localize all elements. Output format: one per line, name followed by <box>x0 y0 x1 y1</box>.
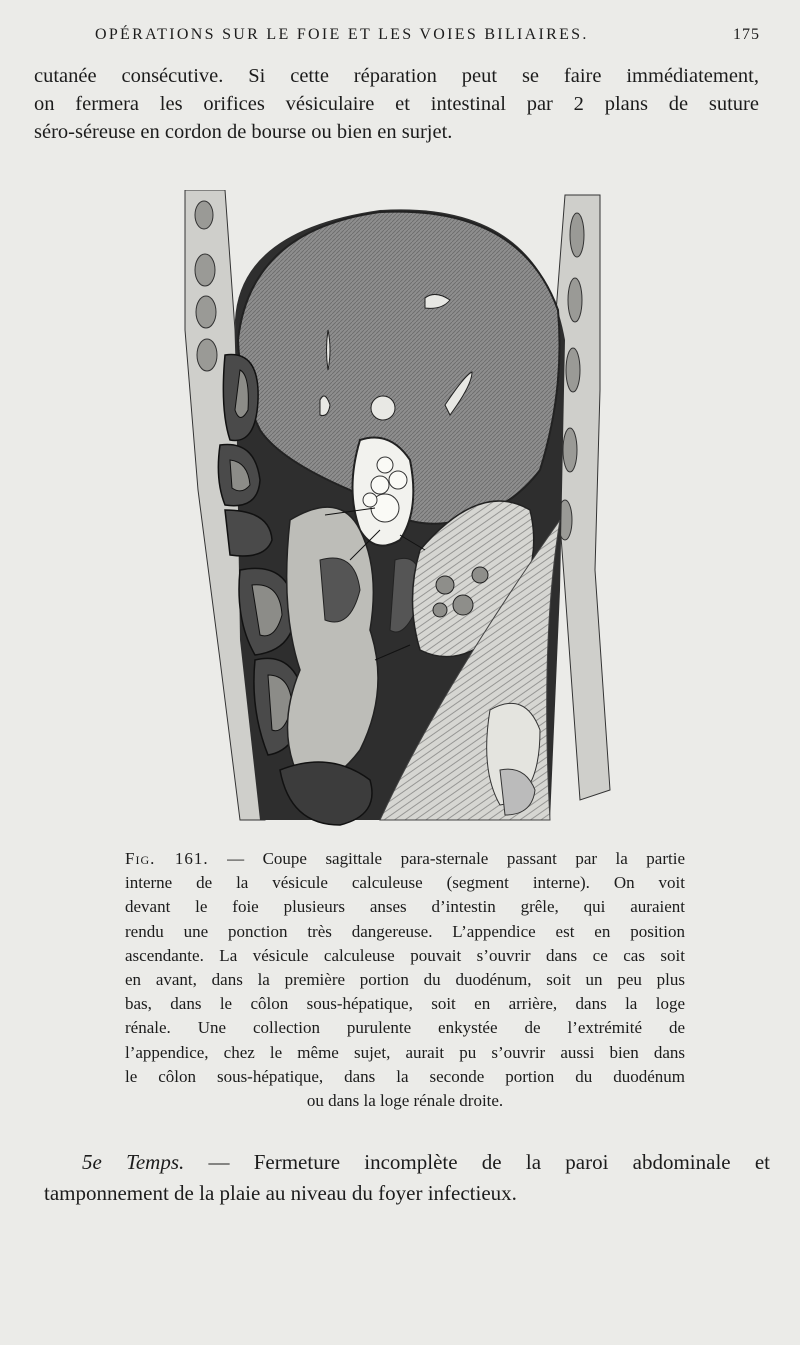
caption-line: rendu une ponction très dangereuse. L’appendice est en position <box>125 921 685 941</box>
running-head: OPÉRATIONS SUR LE FOIE ET LES VOIES BILIAIRES. <box>95 26 589 43</box>
figure-label: Fig. 161. <box>125 849 209 868</box>
top-paragraph <box>34 62 759 146</box>
sagittal-section-illustration <box>180 190 640 830</box>
caption-line: l’appendice, chez le même sujet, aurait pu s’ouvrir aussi bien dans <box>125 1042 685 1062</box>
paragraph-line: cutanée consécutive. Si cette réparation peut se faire immédiatement, <box>34 65 759 87</box>
paragraph-line: séro-séreuse en cordon de bourse ou bien en surjet. <box>34 121 453 143</box>
caption-line: en avant, dans la première portion du duodénum, soit un peu plus <box>125 970 685 990</box>
caption-line: ou dans la loge rénale droite. <box>306 1091 504 1111</box>
anatomical-figure <box>180 190 640 830</box>
section-body-line: tamponnement de la plaie au niveau du foyer infectieux. <box>44 1181 517 1205</box>
step-title: Temps. <box>126 1150 185 1174</box>
caption-line: le côlon sous-hépatique, dans la seconde portion du duodénum <box>125 1066 685 1086</box>
caption-line: Fig. 161. — Coupe sagittale para-sternale passant par la partie <box>125 849 685 868</box>
caption-line: rénale. Une collection purulente enkystée de l’extrémité de <box>125 1018 685 1038</box>
caption-line: ascendante. La vésicule calculeuse pouvait s’ouvrir dans ce cas soit <box>125 945 685 965</box>
section-step-5 <box>44 1147 770 1209</box>
caption-line: devant le foie plusieurs anses d’intestin grêle, qui auraient <box>125 897 685 917</box>
paragraph-line: on fermera les orifices vésiculaire et intestinal par 2 plans de suture <box>34 93 759 115</box>
step-number: 5e <box>82 1150 102 1174</box>
caption-line: interne de la vésicule calculeuse (segment interne). On voit <box>125 873 685 893</box>
page-number: 175 <box>733 26 760 43</box>
section-heading-line: 5e Temps. — Fermeture incomplète de la paroi abdominale et <box>82 1150 771 1174</box>
caption-line: bas, dans le côlon sous-hépatique, soit en arrière, dans la loge <box>125 994 685 1014</box>
figure-caption <box>125 847 685 1113</box>
